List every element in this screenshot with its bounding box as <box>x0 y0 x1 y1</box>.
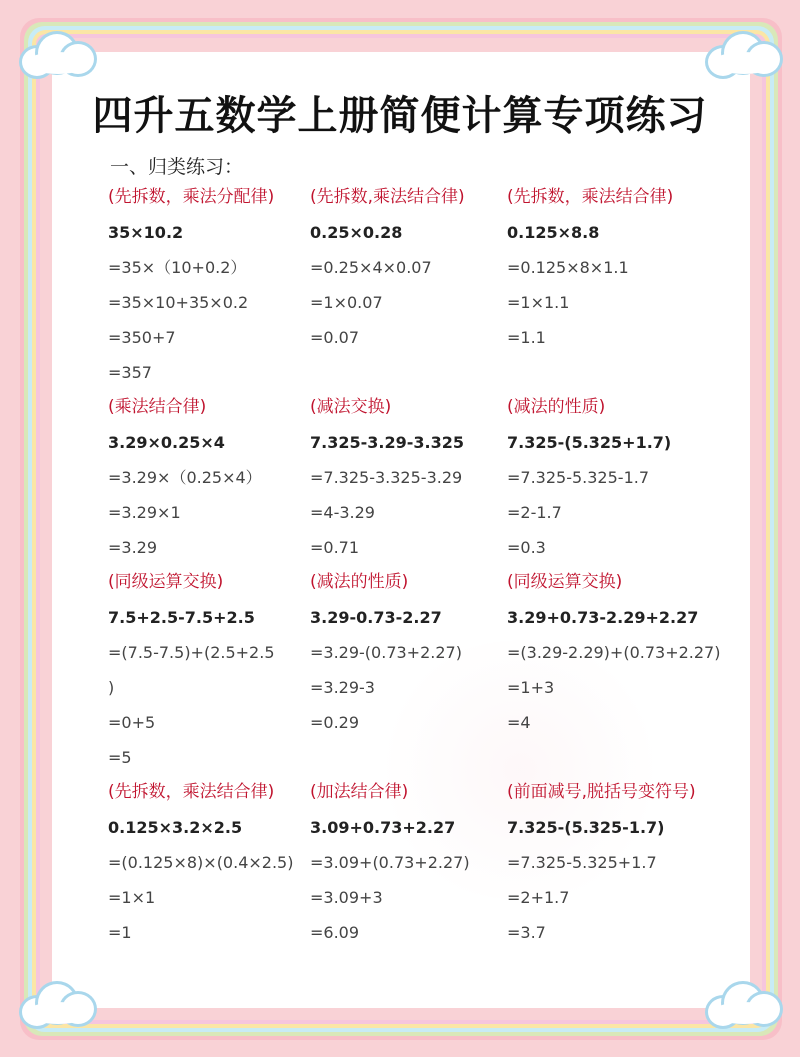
exercise-step: =0.125×8×1.1 <box>507 258 629 277</box>
exercise-block <box>108 390 262 565</box>
exercise-problem: 35×10.2 <box>108 223 184 242</box>
exercise-step: =3.29-3 <box>310 678 375 697</box>
exercise-step: =0.25×4×0.07 <box>310 258 432 277</box>
exercise-step: =35×（10+0.2） <box>108 258 247 277</box>
exercise-method-label: (先拆数，乘法结合律) <box>507 187 674 207</box>
exercise-block <box>310 180 465 355</box>
exercise-step: =2-1.7 <box>507 503 562 522</box>
exercise-step: =(0.125×8)×(0.4×2.5) <box>108 853 294 872</box>
exercise-step: =6.09 <box>310 923 360 942</box>
exercise-block <box>507 180 673 355</box>
exercise-method-label: (减法的性质) <box>507 397 606 417</box>
exercise-step: =1×0.07 <box>310 293 383 312</box>
exercise-step: =7.325-5.325-1.7 <box>507 468 650 487</box>
exercise-step: ) <box>108 678 115 697</box>
exercise-step: =3.09+(0.73+2.27) <box>310 853 470 872</box>
cloud-top-left-icon <box>18 30 98 80</box>
exercise-step: =0.71 <box>310 538 360 557</box>
exercise-step: =350+7 <box>108 328 176 347</box>
cloud-bottom-left-icon <box>18 980 98 1030</box>
exercise-step: =1 <box>108 923 132 942</box>
exercise-block <box>310 565 462 740</box>
exercise-method-label: (加法结合律) <box>310 782 409 802</box>
exercise-step: =3.09+3 <box>310 888 383 907</box>
exercise-step: =3.29 <box>108 538 158 557</box>
exercise-problem: 7.325-(5.325+1.7) <box>507 433 672 452</box>
exercise-step: =(7.5-7.5)+(2.5+2.5 <box>108 643 275 662</box>
exercise-problem: 3.29×0.25×4 <box>108 433 225 452</box>
cloud-top-right-icon <box>704 30 784 80</box>
exercise-block <box>108 775 293 950</box>
exercise-method-label: (前面减号,脱括号变符号) <box>507 782 696 802</box>
exercise-method-label: (先拆数，乘法分配律) <box>108 187 275 207</box>
exercise-problem: 3.29+0.73-2.29+2.27 <box>507 608 699 627</box>
exercise-step: =0.29 <box>310 713 360 732</box>
exercise-method-label: (减法的性质) <box>310 572 409 592</box>
section-heading: 一、归类练习： <box>110 156 244 178</box>
exercise-step: =3.29×（0.25×4） <box>108 468 262 487</box>
exercise-step: =3.7 <box>507 923 546 942</box>
exercise-step: =357 <box>108 363 152 382</box>
exercise-block <box>310 390 464 565</box>
exercise-step: =35×10+35×0.2 <box>108 293 249 312</box>
exercise-step: =7.325-5.325+1.7 <box>507 853 657 872</box>
exercise-method-label: (减法交换) <box>310 397 392 417</box>
exercise-block <box>108 180 274 390</box>
exercise-problem: 3.29-0.73-2.27 <box>310 608 442 627</box>
exercise-problem: 0.25×0.28 <box>310 223 403 242</box>
exercise-step: =2+1.7 <box>507 888 570 907</box>
page-title: 四升五数学上册简便计算专项练习 <box>92 93 708 139</box>
exercise-step: =1×1.1 <box>507 293 570 312</box>
exercise-step: =1+3 <box>507 678 555 697</box>
exercise-method-label: (同级运算交换) <box>507 572 623 592</box>
exercise-method-label: (先拆数,乘法结合律) <box>310 187 465 207</box>
exercise-step: =3.29-(0.73+2.27) <box>310 643 462 662</box>
exercise-problem: 0.125×3.2×2.5 <box>108 818 243 837</box>
exercise-step: =4 <box>507 713 531 732</box>
exercise-step: =0.07 <box>310 328 360 347</box>
exercise-block <box>507 565 720 740</box>
exercise-step: =0+5 <box>108 713 156 732</box>
exercise-step: =7.325-3.325-3.29 <box>310 468 463 487</box>
exercise-step: =1.1 <box>507 328 546 347</box>
exercise-step: =4-3.29 <box>310 503 375 522</box>
exercise-step: =5 <box>108 748 132 767</box>
cloud-bottom-right-icon <box>704 980 784 1030</box>
exercise-step: =0.3 <box>507 538 546 557</box>
exercise-step: =1×1 <box>108 888 156 907</box>
exercise-problem: 0.125×8.8 <box>507 223 600 242</box>
exercise-problem: 7.5+2.5-7.5+2.5 <box>108 608 255 627</box>
exercise-method-label: (先拆数，乘法结合律) <box>108 782 275 802</box>
exercise-problem: 7.325-3.29-3.325 <box>310 433 464 452</box>
exercise-block <box>310 775 470 950</box>
exercise-block <box>108 565 275 775</box>
exercise-step: =(3.29-2.29)+(0.73+2.27) <box>507 643 721 662</box>
exercise-step: =3.29×1 <box>108 503 181 522</box>
exercise-problem: 7.325-(5.325-1.7) <box>507 818 665 837</box>
exercise-block <box>507 775 696 950</box>
exercise-problem: 3.09+0.73+2.27 <box>310 818 456 837</box>
exercise-block <box>507 390 671 565</box>
exercise-method-label: (乘法结合律) <box>108 397 207 417</box>
exercise-method-label: (同级运算交换) <box>108 572 224 592</box>
